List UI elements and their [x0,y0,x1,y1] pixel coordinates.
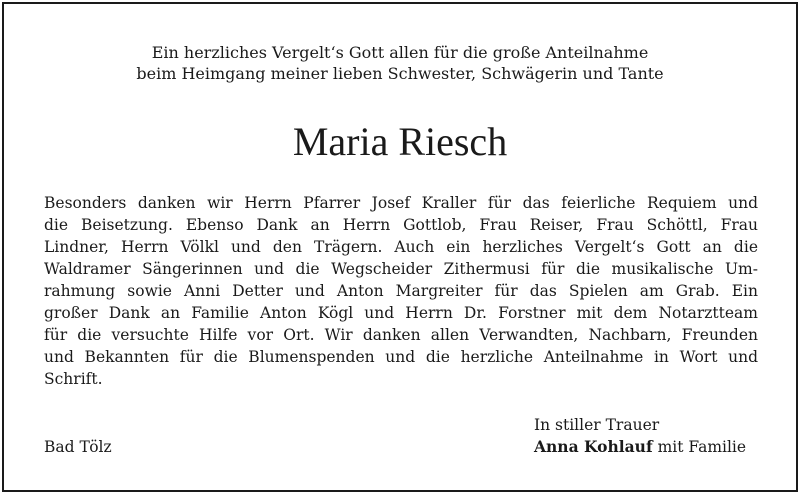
place-name: Bad Tölz [44,438,112,456]
signer-name: Anna Kohlauf [534,437,653,456]
signature-block [534,414,746,458]
body-line: großer Dank an Familie Anton Kögl und Herrn Dr. Forstner mit dem Notarztteam [44,304,758,322]
body-line: Waldramer Sängerinnen und die Wegscheider Zithermusi für die musikalische Um- [44,260,758,278]
body-line: und Bekannten für die Blumenspenden und die herzliche Anteilnahme in Wort und [44,348,758,366]
obituary-notice [2,2,798,492]
body-line: die Beisetzung. Ebenso Dank an Herrn Gottlob, Frau Reiser, Frau Schöttl, Frau [44,216,758,234]
body-line: rahmung sowie Anni Detter und Anton Margreiter für das Spielen am Grab. Ein [44,282,758,300]
deceased-name: Maria Riesch [292,119,508,164]
body-line: für die versuchte Hilfe vor Ort. Wir danken allen Verwandten, Nachbarn, Freunden [44,326,758,344]
intro-line: Ein herzliches Vergelt‘s Gott allen für die große Anteilnahme [151,43,649,62]
intro-text [4,42,796,84]
mourning-phrase: In stiller Trauer [534,416,660,434]
signer-line [534,436,746,458]
thanks-paragraph [44,192,758,390]
signer-suffix: mit Familie [657,438,747,456]
intro-line: beim Heimgang meiner lieben Schwester, Schwägerin und Tante [136,64,664,83]
body-line: Schrift. [44,370,103,388]
body-line: Lindner, Herrn Völkl und den Trägern. Auch ein herzliches Vergelt‘s Gott an die [44,238,758,256]
body-line: Besonders danken wir Herrn Pfarrer Josef Kraller für das feierliche Requiem und [44,194,758,212]
